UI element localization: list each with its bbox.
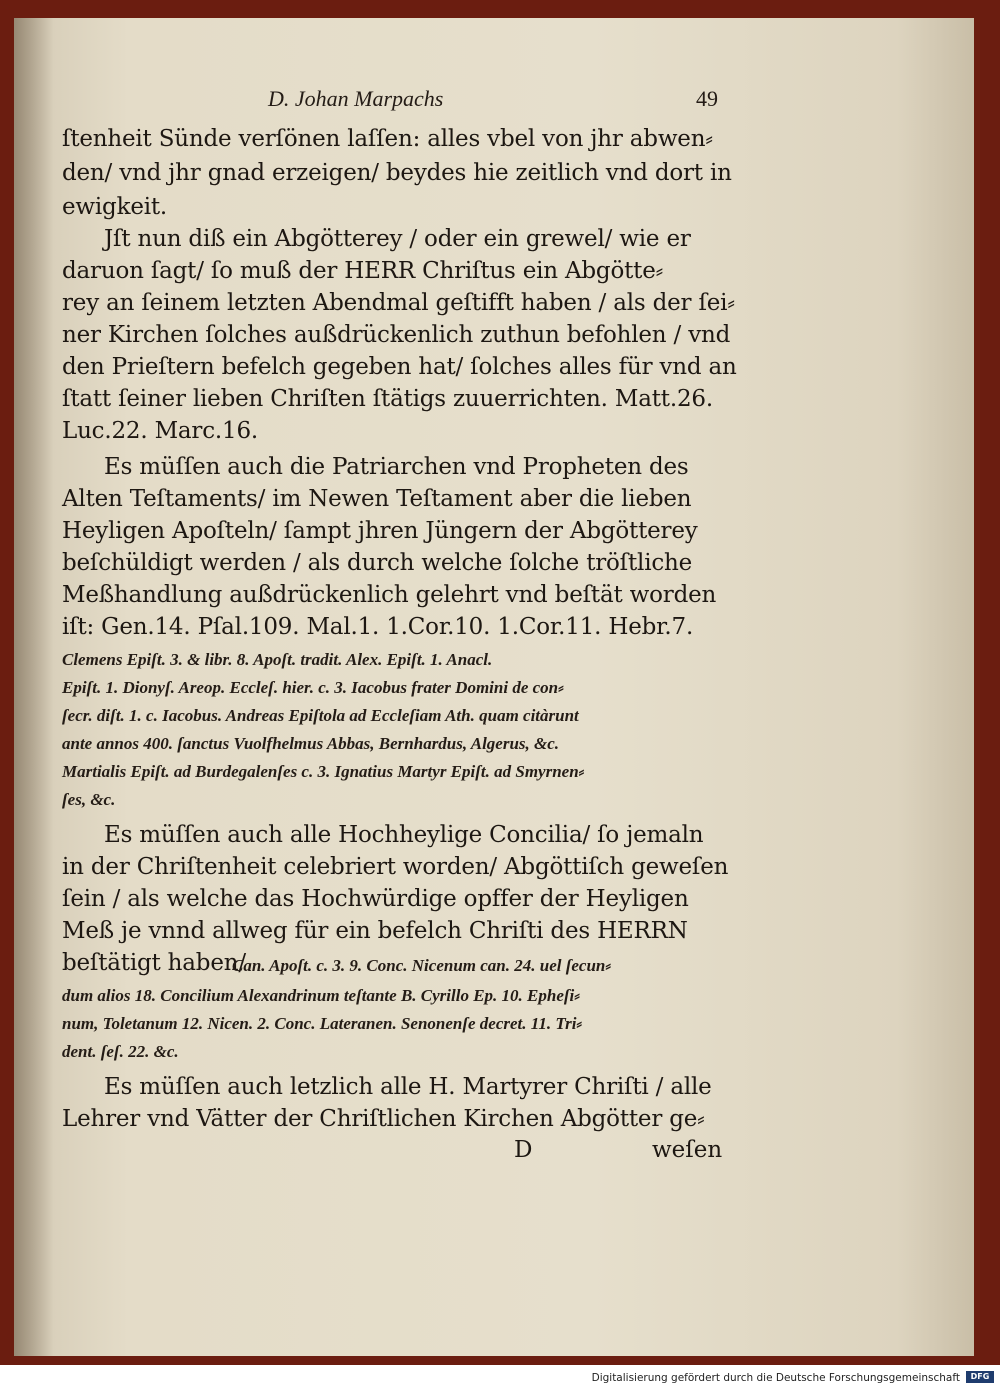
text-line: ſtenheit Sünde verſönen laſſen: alles vbel von jhr abwen⸗ — [62, 126, 713, 152]
text-line: Jſt nun diß ein Abgötterey / oder ein grewel/ wie er — [104, 226, 691, 252]
latin-citation-line: ſes, &c. — [62, 790, 116, 809]
text-line: Meß je vnnd allweg für ein befelch Chriſti des HERRN — [62, 918, 688, 944]
text-line: den Prieſtern befelch gegeben hat/ ſolches alles für vnd an — [62, 354, 737, 380]
text-line: ſein / als welche das Hochwürdige opffer der Heyligen — [62, 886, 689, 912]
text-line: daruon ſagt/ ſo muß der HERR Chriſtus ein Abgötte⸗ — [62, 258, 664, 284]
text-line: beſchüldigt werden / als durch welche ſolche tröſtliche — [62, 550, 693, 576]
text-line: Alten Teſtaments/ im Newen Teſtament aber die lieben — [62, 486, 692, 512]
text-line: rey an ſeinem letzten Abendmal geſtifft haben / als der ſei⸗ — [62, 290, 735, 316]
footer-bar — [0, 1365, 1000, 1390]
running-title: D. Johan Marpachs — [268, 86, 444, 111]
latin-citation-line: ſecr. diſt. 1. c. Iacobus. Andreas Epiſtola ad Eccleſiam Ath. quam citàrunt — [62, 706, 579, 725]
funding-credit: Digitalisierung gefördert durch die Deutsche Forschungsgemeinschaft — [591, 1372, 960, 1384]
signature-mark: D — [514, 1137, 533, 1163]
text-line: ſtatt ſeiner lieben Chriſten ſtätigs zuuerrichten. Matt.26. — [62, 386, 713, 412]
latin-citation-line: Epiſt. 1. Dionyſ. Areop. Eccleſ. hier. c. 3. Iacobus frater Domini de con⸗ — [62, 678, 564, 697]
text-line: in der Chriſtenheit celebriert worden/ Abgöttiſch geweſen — [62, 854, 729, 880]
latin-citation-line: dent. ſeſ. 22. &c. — [62, 1042, 179, 1061]
text-line: ewigkeit. — [62, 194, 168, 220]
latin-citation-line: Clemens Epiſt. 3. & libr. 8. Apoſt. tradit. Alex. Epiſt. 1. Anacl. — [62, 650, 493, 669]
text-line: Es müſſen auch letzlich alle H. Martyrer Chriſti / alle — [104, 1074, 712, 1100]
text-line: den/ vnd jhr gnad erzeigen/ beydes hie zeitlich vnd dort in — [62, 160, 732, 186]
catchword: weſen — [652, 1137, 723, 1163]
latin-citation-line: ante annos 400. ſanctus Vuolfhelmus Abbas, Bernhardus, Algerus, &c. — [62, 734, 560, 753]
text-line: Luc.22. Marc.16. — [62, 418, 258, 444]
page-number: 49 — [696, 86, 718, 111]
text-line: Lehrer vnd Vätter der Chriſtlichen Kirchen Abgötter ge⸗ — [62, 1106, 705, 1132]
text-line: ner Kirchen ſolches außdrückenlich zuthun befohlen / vnd — [62, 322, 731, 348]
text-line: iſt: Gen.14. Pſal.109. Mal.1. 1.Cor.10. 1.Cor.11. Hebr.7. — [62, 614, 694, 640]
text-line: Es müſſen auch die Patriarchen vnd Propheten des — [104, 454, 689, 480]
dfg-logo: DFG — [966, 1371, 994, 1383]
text-line: beſtätigt haben/ — [62, 950, 246, 976]
latin-citation-inline: Can. Apoſt. c. 3. 9. Conc. Nicenum can. 24. uel ſecun⸗ — [232, 956, 612, 975]
latin-citation-line: Martialis Epiſt. ad Burdegalenſes c. 3. Ignatius Martyr Epiſt. ad Smyrnen⸗ — [62, 762, 585, 781]
latin-citation-line: num, Toletanum 12. Nicen. 2. Conc. Lateranen. Senonenſe decret. 11. Tri⸗ — [62, 1014, 583, 1033]
text-line: Es müſſen auch alle Hochheylige Concilia/ ſo jemaln — [104, 822, 704, 848]
latin-citation-line: dum alios 18. Concilium Alexandrinum teſtante B. Cyrillo Ep. 10. Epheſi⸗ — [62, 986, 580, 1005]
gutter-shadow — [14, 18, 54, 1356]
text-line: Heyligen Apoſteln/ ſampt jhren Jüngern der Abgötterey — [62, 518, 698, 544]
text-line: Meßhandlung außdrückenlich gelehrt vnd beſtät worden — [62, 582, 717, 608]
